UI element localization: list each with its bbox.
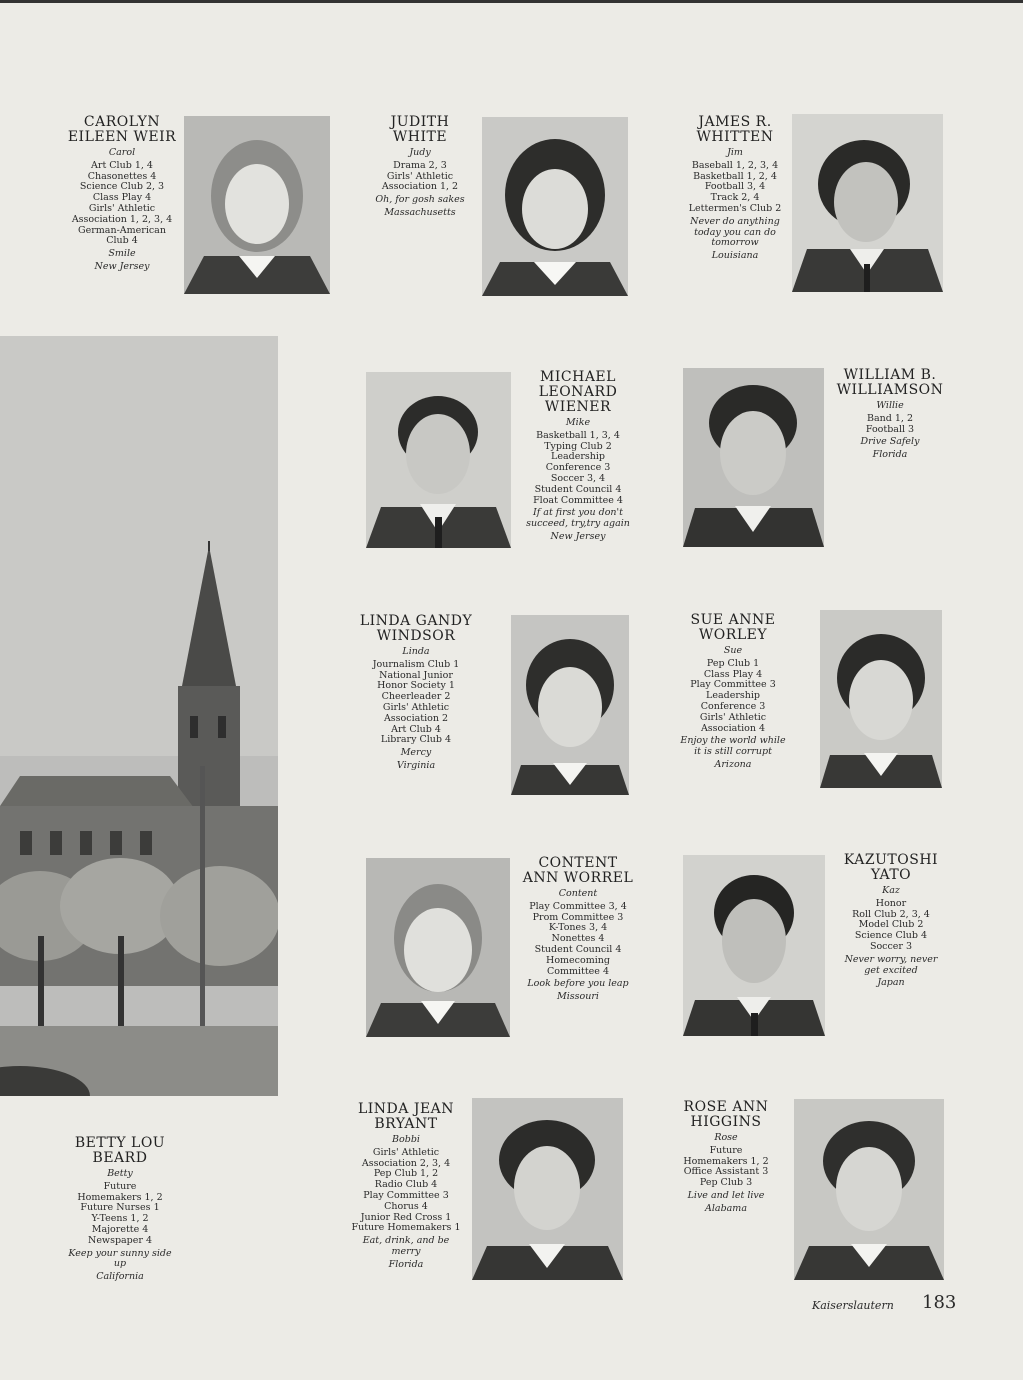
student-home-state: California [96,1271,144,1283]
student-activities: Play Committee 3, 4 Prom Committee 3 K-Tones 3, 4 Nonettes 4 Student Council 4 Homecoming Committee 4 [529,900,627,977]
student-motto: Drive Safely [860,436,920,448]
student-activities: Band 1, 2 Football 3 [865,412,915,435]
student-activities: Baseball 1, 2, 3, 4 Basketball 1, 2, 4 Football 3, 4 Track 2, 4 Lettermen's Club 2 [688,159,782,214]
student-activities: Future Homemakers 1, 2 Future Nurses 1 Y-Teens 1, 2 Majorette 4 Newspaper 4 [77,1180,163,1246]
page-number: 183 [922,1292,957,1313]
student-activities: Girls' Athletic Association 2, 3, 4 Pep Club 1, 2 Radio Club 4 Play Committee 3 Chorus 4 Junior Red Cross 1 Future Homemakers 1 [351,1146,461,1234]
student-home-state: Arizona [714,758,752,770]
student-entry-sue-worley [672,613,794,771]
student-motto: Smile [108,248,136,260]
portrait-photo [366,858,510,1037]
page-top-rule [0,0,1023,3]
student-entry-michael-wiener [519,370,637,543]
student-entry-rose-higgins [664,1100,788,1215]
student-nickname: Bobbi [392,1134,420,1145]
student-home-state: Florida [872,449,908,461]
student-entry-carolyn-weir [62,115,182,273]
student-motto: Never worry, never get excited [844,953,938,976]
student-nickname: Willie [876,400,904,411]
student-activities: Art Club 1, 4 Chasonettes 4 Science Club 2, 3 Class Play 4 Girls' Athletic Association 1, 2, 3, 4 German-American Club 4 [71,159,173,247]
student-entry-kazutoshi-yato [832,853,950,989]
student-home-state: Florida [388,1258,424,1270]
student-home-state: Louisiana [711,250,759,262]
church-photo [0,336,278,1096]
student-nickname: Sue [723,645,743,656]
footer-title: Kaiserslautern [812,1299,894,1312]
portrait-photo [511,615,629,795]
student-name: JAMES R. WHITTEN [696,114,774,145]
portrait-photo [683,855,825,1036]
student-name: LINDA GANDY WINDSOR [359,613,473,644]
portrait-photo [184,116,330,294]
student-home-state: Missouri [557,991,599,1003]
student-entry-judith-white [360,115,480,219]
student-home-state: Virginia [396,759,436,771]
student-name: MICHAEL LEONARD WIENER [538,369,618,415]
student-home-state: Alabama [705,1202,747,1214]
student-nickname: Jim [727,147,743,158]
student-name: ROSE ANN HIGGINS [683,1099,769,1130]
student-nickname: Content [558,888,598,899]
student-entry-linda-bryant [344,1102,468,1271]
student-name: LINDA JEAN BRYANT [357,1101,455,1132]
student-entry-linda-windsor [356,614,476,772]
student-nickname: Linda [402,646,430,657]
student-home-state: Japan [877,977,905,989]
student-nickname: Betty [107,1168,133,1179]
student-activities: Future Homemakers 1, 2 Office Assistant 3 Pep Club 3 [683,1144,769,1189]
portrait-photo [794,1099,944,1280]
student-nickname: Carol [108,147,136,158]
student-activities: Pep Club 1 Class Play 4 Play Committee 3 Leadership Conference 3 Girls' Athletic Association 4 [690,657,776,734]
student-name: CONTENT ANN WORREL [522,855,634,886]
student-name: KAZUTOSHI YATO [843,852,939,883]
student-motto: Eat, drink, and be merry [362,1235,450,1257]
student-motto: If at first you don't succeed, try,try again [526,507,630,530]
student-motto: Enjoy the world while it is still corrupt [680,735,786,758]
student-name: BETTY LOU BEARD [74,1135,166,1166]
student-name: JUDITH WHITE [390,114,450,145]
student-activities: Basketball 1, 3, 4 Typing Club 2 Leadership Conference 3 Soccer 3, 4 Student Council 4 Float Committee 4 [533,429,623,506]
student-motto: Mercy [400,747,432,759]
student-home-state: New Jersey [550,530,606,542]
portrait-photo [472,1098,623,1280]
student-entry-william-williamson [832,368,948,461]
student-nickname: Judy [409,147,431,158]
student-nickname: Kaz [882,885,900,896]
student-motto: Live and let live [687,1189,765,1201]
student-home-state: Massachusetts [384,206,456,218]
portrait-photo [366,372,511,548]
student-activities: Drama 2, 3 Girls' Athletic Association 1, 2 [381,159,459,193]
student-entry-james-whitten [674,115,796,262]
portrait-photo [482,117,628,296]
student-name: WILLIAM B. WILLIAMSON [836,367,944,398]
student-name: SUE ANNE WORLEY [690,612,776,643]
portrait-photo [792,114,943,292]
student-nickname: Mike [565,417,591,428]
student-activities: Journalism Club 1 National Junior Honor Society 1 Cheerleader 2 Girls' Athletic Association 2 Art Club 4 Library Club 4 [372,658,460,746]
student-motto: Keep your sunny side up [68,1247,172,1270]
portrait-photo [820,610,942,788]
student-activities: Honor Roll Club 2, 3, 4 Model Club 2 Science Club 4 Soccer 3 [852,897,930,952]
student-motto: Oh, for gosh sakes [375,194,465,206]
student-motto: Look before you leap [527,978,629,990]
student-home-state: New Jersey [94,260,150,272]
student-entry-content-worrel [516,856,640,1003]
student-name: CAROLYN EILEEN WEIR [67,114,177,145]
student-motto: Never do anything today you can do tomorrow [690,215,780,249]
student-nickname: Rose [714,1132,738,1143]
student-entry-betty-beard [60,1136,180,1283]
portrait-photo [683,368,824,547]
